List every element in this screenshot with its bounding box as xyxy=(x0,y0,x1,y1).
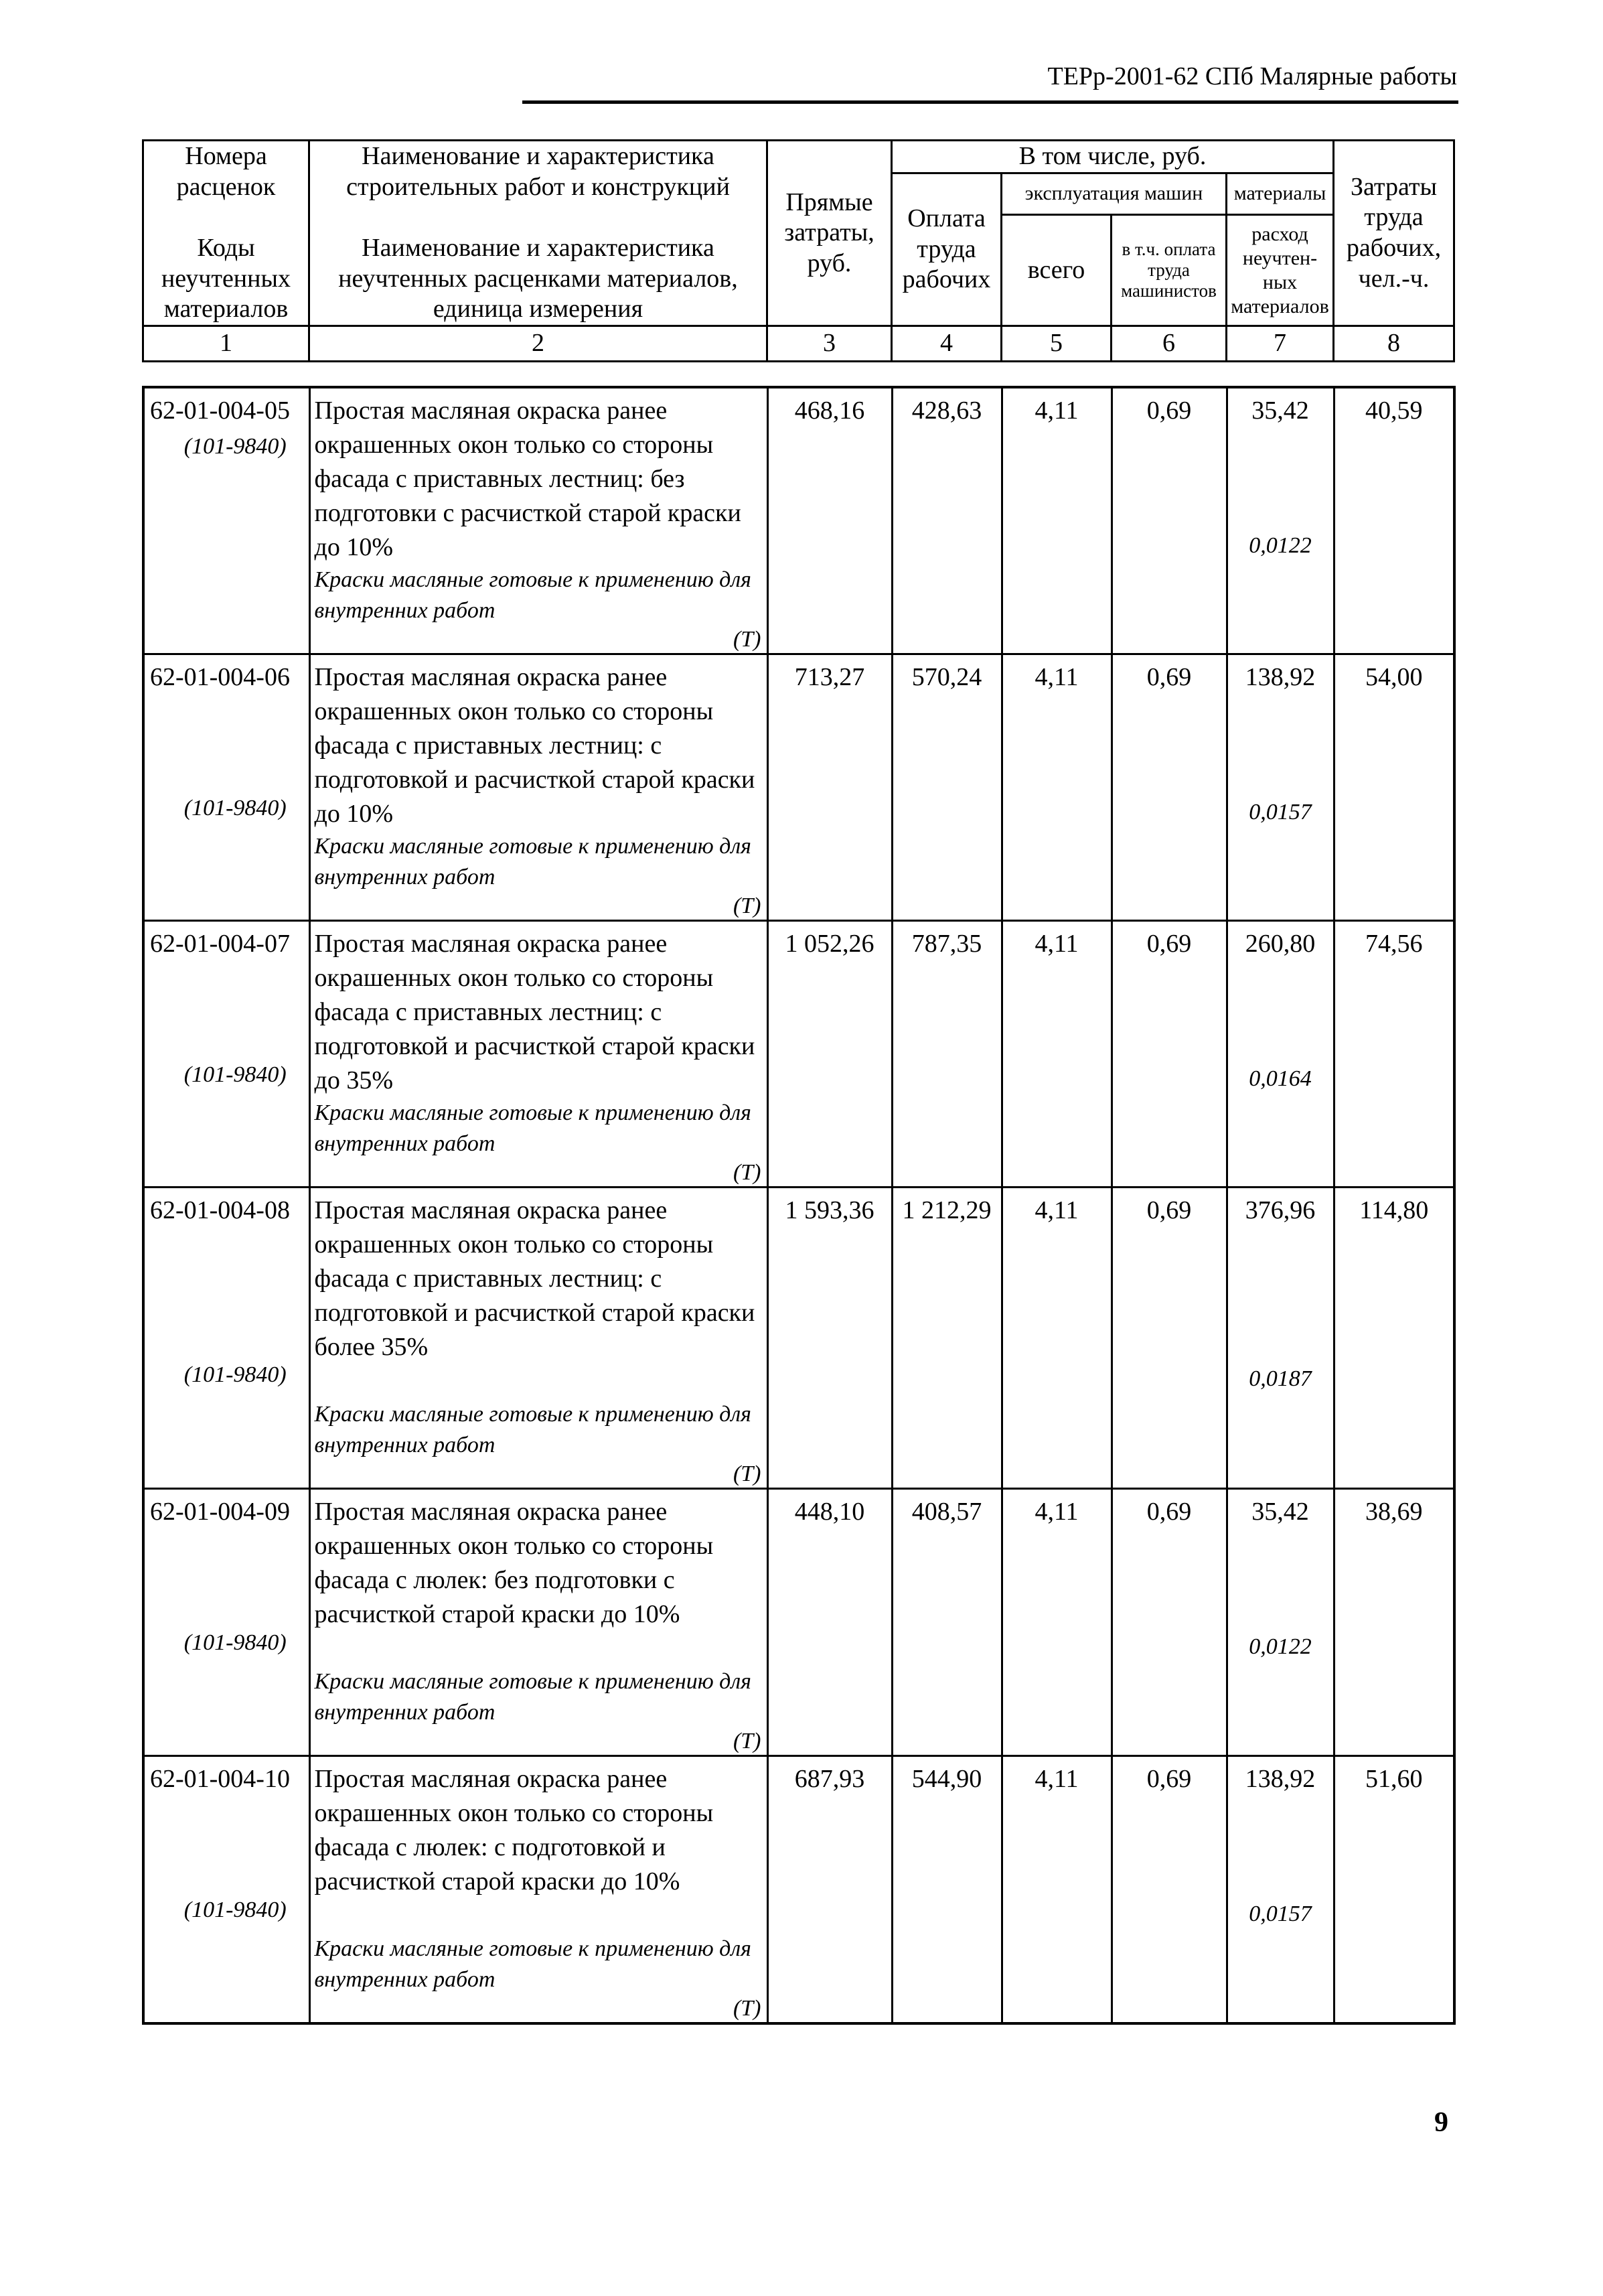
material-code: (101-9840) xyxy=(183,1062,287,1087)
material-name: Краски масляные готовые к применению для внутренних работ xyxy=(314,1100,751,1156)
labor-hours: 54,00 xyxy=(1334,654,1454,921)
rate-code: 62-01-004-05 xyxy=(150,397,290,425)
description-cell xyxy=(309,654,767,921)
material-name: Краски масляные готовые к применению для внутренних работ xyxy=(314,1402,751,1457)
description-cell xyxy=(309,921,767,1188)
material-qty: 0,0122 xyxy=(1249,1634,1312,1659)
column-number: 8 xyxy=(1334,326,1454,362)
description-cell xyxy=(309,1188,767,1489)
material-qty: 0,0164 xyxy=(1249,1066,1312,1091)
material-code: (101-9840) xyxy=(183,1362,287,1387)
table-row xyxy=(143,1188,1454,1489)
rates-table xyxy=(142,386,1456,2025)
table-row xyxy=(143,654,1454,921)
material-mark: (Т) xyxy=(733,1996,761,2021)
material-code: (101-9840) xyxy=(183,1897,287,1922)
material-mark: (Т) xyxy=(733,1461,761,1486)
header-col2-bottom: Наименование и характеристика неучтенных расценками материалов, единица измерения xyxy=(338,234,738,324)
material-name: Краски масляные готовые к применению для внутренних работ xyxy=(314,1936,751,1992)
machinist-pay: 0,69 xyxy=(1112,921,1227,1188)
machinist-pay: 0,69 xyxy=(1112,1188,1227,1489)
material-qty: 0,0157 xyxy=(1249,800,1312,824)
material-name: Краски масляные готовые к применению для внутренних работ xyxy=(314,834,751,889)
rate-code-cell xyxy=(143,1489,309,1756)
rate-code-cell xyxy=(143,921,309,1188)
header-col2 xyxy=(309,141,767,326)
materials-cost: 35,42 xyxy=(1251,1498,1309,1526)
material-mark: (Т) xyxy=(733,1160,761,1185)
machinist-pay: 0,69 xyxy=(1112,654,1227,921)
column-number: 1 xyxy=(143,326,309,362)
column-number: 6 xyxy=(1112,326,1227,362)
materials-cost: 376,96 xyxy=(1245,1196,1316,1224)
material-qty: 0,0187 xyxy=(1249,1366,1312,1391)
materials-cost: 35,42 xyxy=(1251,397,1309,425)
header-col1 xyxy=(143,141,309,326)
materials-cell xyxy=(1227,921,1334,1188)
labor-pay: 1 212,29 xyxy=(892,1188,1002,1489)
material-mark: (Т) xyxy=(733,893,761,918)
material-code: (101-9840) xyxy=(183,434,287,459)
labor-hours: 51,60 xyxy=(1334,1756,1454,2024)
materials-cell xyxy=(1227,387,1334,654)
machines-total: 4,11 xyxy=(1002,1188,1112,1489)
labor-pay: 787,35 xyxy=(892,921,1002,1188)
work-description: Простая масляная окраска ранее окрашенных окон только со стороны фасада с люлек: без подготовки с расчисткой старой краски до 10% xyxy=(314,1498,714,1628)
description-cell xyxy=(309,1489,767,1756)
rate-code: 62-01-004-10 xyxy=(150,1765,290,1793)
column-number: 4 xyxy=(892,326,1002,362)
material-qty: 0,0122 xyxy=(1249,533,1312,558)
rate-code-cell xyxy=(143,1756,309,2024)
work-description: Простая масляная окраска ранее окрашенных окон только со стороны фасада с приставных лестниц: с подготовкой и расчисткой старой краски более 35% xyxy=(314,1196,755,1361)
labor-pay: 570,24 xyxy=(892,654,1002,921)
direct-cost: 1 052,26 xyxy=(767,921,892,1188)
materials-cell xyxy=(1227,654,1334,921)
header-materials: материалы xyxy=(1227,173,1334,214)
table-row xyxy=(143,1756,1454,2024)
rate-code-cell xyxy=(143,1188,309,1489)
header-group: В том числе, руб. xyxy=(892,141,1334,173)
header-col4: Оплата труда рабочих xyxy=(892,173,1002,326)
machines-total: 4,11 xyxy=(1002,1489,1112,1756)
header-col1-bottom: Коды неучтенных материалов xyxy=(161,234,291,324)
rate-code: 62-01-004-07 xyxy=(150,930,290,958)
material-mark: (Т) xyxy=(733,1729,761,1753)
machinist-pay: 0,69 xyxy=(1112,387,1227,654)
table-row xyxy=(143,1489,1454,1756)
labor-pay: 428,63 xyxy=(892,387,1002,654)
material-code: (101-9840) xyxy=(183,1630,287,1655)
materials-cell xyxy=(1227,1756,1334,2024)
direct-cost: 713,27 xyxy=(767,654,892,921)
work-description: Простая масляная окраска ранее окрашенных окон только со стороны фасада с приставных лестниц: без подготовки с расчисткой старой краски до 10% xyxy=(314,397,741,561)
work-description: Простая масляная окраска ранее окрашенных окон только со стороны фасада с приставных лестниц: с подготовкой и расчисткой старой краски до 35% xyxy=(314,930,755,1094)
labor-pay: 544,90 xyxy=(892,1756,1002,2024)
description-cell xyxy=(309,387,767,654)
machines-total: 4,11 xyxy=(1002,921,1112,1188)
material-qty: 0,0157 xyxy=(1249,1902,1312,1926)
header-col2-top: Наименование и характеристика строительных работ и конструкций xyxy=(346,142,730,201)
material-code: (101-9840) xyxy=(183,796,287,820)
machines-total: 4,11 xyxy=(1002,1756,1112,2024)
machinist-pay: 0,69 xyxy=(1112,1756,1227,2024)
machines-total: 4,11 xyxy=(1002,387,1112,654)
header-col1-top: Номера расценок xyxy=(176,142,276,201)
column-number: 7 xyxy=(1227,326,1334,362)
description-cell xyxy=(309,1756,767,2024)
materials-cost: 260,80 xyxy=(1245,930,1316,958)
direct-cost: 1 593,36 xyxy=(767,1188,892,1489)
header-col5: всего xyxy=(1002,215,1112,326)
material-mark: (Т) xyxy=(733,627,761,652)
table-row xyxy=(143,387,1454,654)
machinist-pay: 0,69 xyxy=(1112,1489,1227,1756)
direct-cost: 468,16 xyxy=(767,387,892,654)
labor-hours: 114,80 xyxy=(1334,1188,1454,1489)
work-description: Простая масляная окраска ранее окрашенных окон только со стороны фасада с приставных лестниц: с подготовкой и расчисткой старой краски до 10% xyxy=(314,663,755,828)
column-number: 3 xyxy=(767,326,892,362)
header-rule xyxy=(522,100,1458,104)
header-machines: эксплуатация машин xyxy=(1002,173,1227,214)
table-row xyxy=(143,921,1454,1188)
header-col7: расход неучтен-ных материалов xyxy=(1227,215,1334,326)
rate-code: 62-01-004-08 xyxy=(150,1196,290,1224)
materials-cell xyxy=(1227,1489,1334,1756)
direct-cost: 448,10 xyxy=(767,1489,892,1756)
labor-hours: 74,56 xyxy=(1334,921,1454,1188)
material-name: Краски масляные готовые к применению для внутренних работ xyxy=(314,1669,751,1725)
materials-cost: 138,92 xyxy=(1245,1765,1316,1793)
material-name: Краски масляные готовые к применению для внутренних работ xyxy=(314,567,751,623)
header-col8: Затраты труда рабочих, чел.-ч. xyxy=(1334,141,1454,326)
labor-hours: 40,59 xyxy=(1334,387,1454,654)
labor-pay: 408,57 xyxy=(892,1489,1002,1756)
rate-code-cell xyxy=(143,654,309,921)
labor-hours: 38,69 xyxy=(1334,1489,1454,1756)
work-description: Простая масляная окраска ранее окрашенных окон только со стороны фасада с люлек: с подготовкой и расчисткой старой краски до 10% xyxy=(314,1765,714,1895)
rate-code: 62-01-004-06 xyxy=(150,663,290,691)
rate-code-cell xyxy=(143,387,309,654)
materials-cost: 138,92 xyxy=(1245,663,1316,691)
table-header xyxy=(142,139,1455,362)
running-header: ТЕРр-2001-62 СПб Малярные работы xyxy=(1047,62,1457,90)
header-col3: Прямые затраты, руб. xyxy=(767,141,892,326)
machines-total: 4,11 xyxy=(1002,654,1112,921)
materials-cell xyxy=(1227,1188,1334,1489)
direct-cost: 687,93 xyxy=(767,1756,892,2024)
header-col6: в т.ч. оплата труда машинистов xyxy=(1112,215,1227,326)
column-number: 2 xyxy=(309,326,767,362)
column-number: 5 xyxy=(1002,326,1112,362)
page-number: 9 xyxy=(1434,2107,1448,2138)
rate-code: 62-01-004-09 xyxy=(150,1498,290,1526)
